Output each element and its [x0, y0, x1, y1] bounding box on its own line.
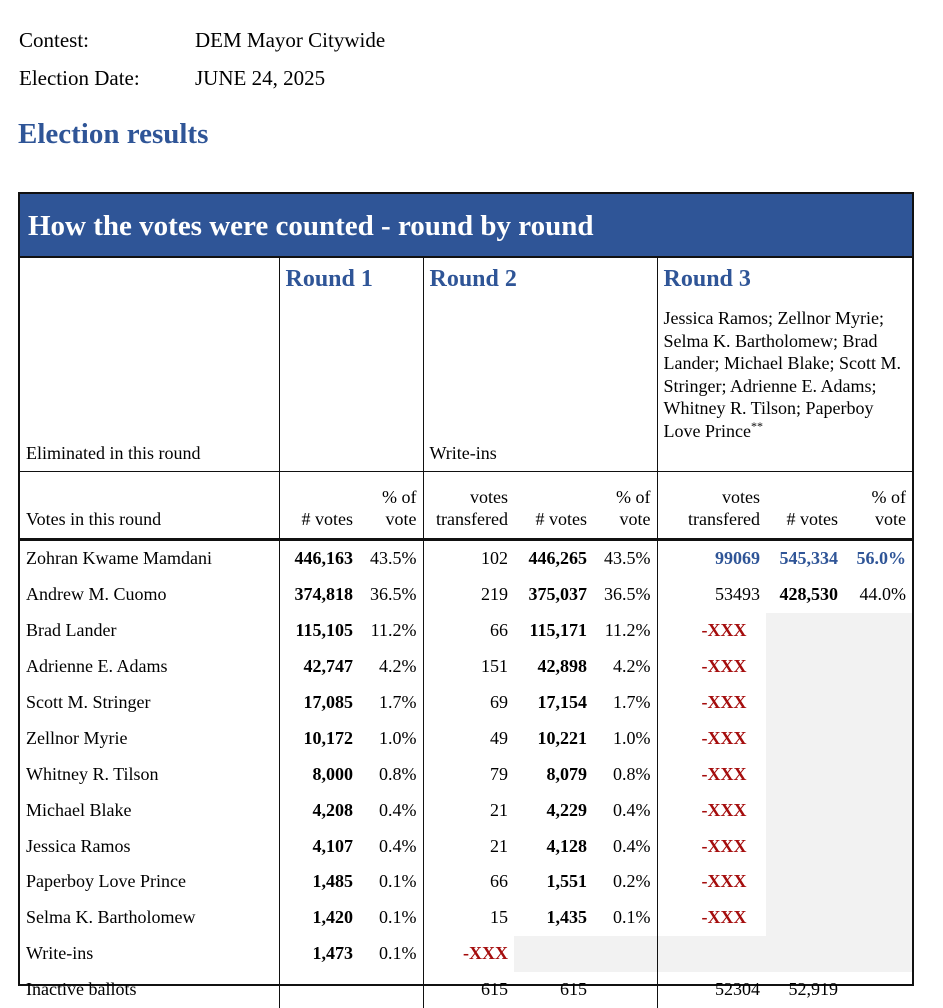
empty-cell [657, 936, 766, 972]
election-date-line [19, 66, 325, 91]
candidate-row [20, 720, 912, 756]
r2-votes-header: # votes [514, 472, 593, 540]
empty-cell [766, 864, 844, 900]
contest-line [19, 28, 385, 53]
r2-transfer-header [423, 472, 514, 540]
empty-cell [844, 936, 912, 972]
r2-transfer-cell: 49 [423, 720, 514, 756]
candidate-name: Zellnor Myrie [26, 727, 128, 748]
r1-pct-header-l2: vote [385, 509, 417, 529]
r2-transfer-cell: 66 [423, 864, 514, 900]
empty-cell [593, 936, 657, 972]
eliminated-mark: -XXX [657, 613, 766, 649]
r1-pct-cell: 0.1% [379, 907, 417, 928]
candidate-row [20, 577, 912, 613]
r1-pct-cell: 43.5% [370, 548, 417, 569]
round-1-title: Round 1 [285, 266, 373, 292]
candidate-name: Zohran Kwame Mamdani [26, 548, 212, 569]
empty-cell [844, 756, 912, 792]
r2-transfer-cell: 79 [423, 756, 514, 792]
eliminated-mark: -XXX [423, 936, 514, 972]
round-3-eliminated-names: Jessica Ramos; Zellnor Myrie; Selma K. Bartholomew; Brad Lander; Michael Blake; Scott M. Stringer; Adrienne E. Adams; Whitney R. Tilson; Paperboy Love Prince [663, 308, 901, 441]
round-2-header [423, 258, 657, 472]
candidate-name: Jessica Ramos [26, 835, 131, 856]
empty-cell [844, 972, 912, 1008]
inactive-row [20, 972, 912, 1008]
r2-votes-cell: 375,037 [528, 584, 587, 605]
empty-cell [766, 756, 844, 792]
candidate-row [20, 792, 912, 828]
r3-transfer-header-l1: votes [722, 487, 761, 507]
r2-pct-cell: 1.7% [613, 692, 651, 712]
empty-cell [766, 792, 844, 828]
r1-votes-cell: 1,420 [279, 900, 359, 936]
r2-pct-cell: 36.5% [604, 584, 651, 605]
candidate-row [20, 828, 912, 864]
r2-pct-cell: 0.8% [613, 763, 651, 784]
r2-votes-cell: 446,265 [528, 548, 587, 569]
candidate-name: Whitney R. Tilson [26, 763, 159, 784]
r2-pct-header-l2: vote [619, 509, 651, 529]
r2-pct-cell: 43.5% [604, 548, 651, 569]
round-3-title: Round 3 [663, 266, 751, 292]
r2-transfer-cell: 219 [423, 577, 514, 613]
candidate-name: Inactive ballots [26, 979, 137, 1000]
empty-cell [279, 972, 359, 1008]
page-title: Election results [18, 118, 209, 150]
round-3-eliminated [664, 307, 907, 442]
r1-pct-cell: 0.1% [379, 871, 417, 892]
candidate-name: Andrew M. Cuomo [26, 584, 167, 605]
r1-votes-cell: 17,085 [279, 685, 359, 721]
candidate-name: Paperboy Love Prince [26, 871, 186, 892]
r1-pct-cell: 0.4% [379, 835, 417, 856]
round-2-title: Round 2 [429, 266, 517, 292]
r2-votes-cell: 8,079 [546, 763, 587, 784]
candidate-row [20, 649, 912, 685]
r1-pct-cell: 0.4% [379, 799, 417, 820]
empty-cell [844, 720, 912, 756]
r2-votes-cell: 4,229 [546, 799, 587, 820]
r2-transfer-header-l1: votes [470, 487, 508, 507]
empty-cell [844, 649, 912, 685]
contest-value: DEM Mayor Citywide [195, 28, 386, 52]
r2-votes-cell: 615 [560, 979, 587, 1000]
empty-cell [766, 936, 844, 972]
r2-votes-cell: 17,154 [537, 692, 587, 712]
r2-pct-cell: 1.0% [613, 727, 651, 748]
r2-votes-cell: 115,171 [529, 620, 587, 641]
empty-cell [593, 972, 657, 1008]
eliminated-mark: -XXX [657, 756, 766, 792]
r2-transfer-cell: 21 [423, 792, 514, 828]
r3-pct-cell: 56.0% [856, 548, 907, 569]
r2-votes-cell: 42,898 [537, 656, 587, 677]
r1-votes-cell: 1,485 [279, 864, 359, 900]
r1-votes-header: # votes [279, 472, 359, 540]
r2-transfer-cell: 102 [423, 540, 514, 577]
r1-pct-cell: 11.2% [370, 620, 417, 641]
writeins-row [20, 936, 912, 972]
r1-votes-cell: 446,163 [279, 540, 359, 577]
r1-votes-cell: 4,208 [279, 792, 359, 828]
r2-pct-cell: 11.2% [604, 620, 651, 641]
empty-cell [844, 685, 912, 721]
candidate-row [20, 864, 912, 900]
eliminated-mark: -XXX [657, 828, 766, 864]
r1-votes-cell: 8,000 [279, 756, 359, 792]
round-1-header [279, 258, 423, 472]
election-date-label: Election Date: [19, 66, 140, 90]
r3-transfer-header [657, 472, 766, 540]
r2-transfer-cell: 15 [423, 900, 514, 936]
eliminated-label: Eliminated in this round [26, 443, 201, 463]
r2-votes-cell: 10,221 [537, 727, 587, 748]
candidate-name: Brad Lander [26, 620, 117, 641]
r2-votes-cell: 4,128 [546, 835, 587, 856]
empty-cell [514, 936, 593, 972]
r2-pct-cell: 0.4% [613, 835, 651, 856]
candidate-row [20, 540, 912, 577]
r3-votes-cell: 428,530 [779, 584, 839, 605]
r1-pct-cell: 1.0% [379, 727, 417, 748]
round-3-eliminated-note: ** [750, 418, 763, 433]
empty-cell [766, 649, 844, 685]
r2-transfer-cell: 66 [423, 613, 514, 649]
candidate-name: Selma K. Bartholomew [26, 907, 196, 928]
r3-transfer-cell: 99069 [657, 540, 766, 577]
candidate-row [20, 900, 912, 936]
results-banner: How the votes were counted - round by round [20, 194, 912, 258]
r3-votes-cell: 545,334 [779, 548, 839, 569]
r2-pct-header-l1: % of [616, 487, 651, 507]
r3-pct-header-l2: vote [875, 509, 907, 529]
r1-votes-cell: 1,473 [279, 936, 359, 972]
r2-transfer-cell: 151 [423, 649, 514, 685]
r1-pct-header-l1: % of [382, 487, 417, 507]
r2-pct-cell: 0.1% [613, 907, 651, 928]
r1-votes-cell: 115,105 [279, 613, 359, 649]
eliminated-mark: -XXX [657, 900, 766, 936]
contest-label: Contest: [19, 28, 90, 52]
r1-pct-cell: 0.8% [379, 763, 417, 784]
r1-pct-header [359, 472, 423, 540]
candidate-name: Scott M. Stringer [26, 692, 151, 712]
empty-cell [844, 900, 912, 936]
r1-votes-cell: 42,747 [279, 649, 359, 685]
results-table [20, 258, 912, 1008]
r1-votes-cell: 374,818 [279, 577, 359, 613]
r3-pct-header-l1: % of [871, 487, 907, 507]
empty-cell [766, 720, 844, 756]
votes-in-round-label: Votes in this round [20, 472, 279, 540]
empty-cell [844, 828, 912, 864]
r3-transfer-header-l2: transfered [688, 509, 761, 529]
r1-pct-cell: 1.7% [379, 692, 417, 712]
r1-pct-cell: 4.2% [379, 656, 417, 677]
empty-cell [766, 685, 844, 721]
candidate-row [20, 756, 912, 792]
r2-transfer-header-l2: transfered [436, 509, 508, 529]
r2-transfer-cell: 21 [423, 828, 514, 864]
r2-pct-header [593, 472, 657, 540]
r3-pct-header [844, 472, 912, 540]
columns-header-row [20, 472, 912, 540]
r2-pct-cell: 0.2% [613, 871, 651, 892]
empty-cell [766, 900, 844, 936]
r2-votes-cell: 1,551 [546, 871, 587, 892]
results-panel [18, 192, 914, 1000]
candidate-row [20, 685, 912, 721]
r1-votes-cell: 10,172 [279, 720, 359, 756]
candidate-name: Michael Blake [26, 799, 132, 820]
election-date-value: JUNE 24, 2025 [195, 66, 326, 90]
results-body [20, 540, 912, 1008]
empty-cell [766, 613, 844, 649]
round-2-eliminated: Write-ins [429, 443, 497, 463]
r3-transfer-cell: 52304 [657, 972, 766, 1008]
eliminated-mark: -XXX [657, 864, 766, 900]
r2-pct-cell: 4.2% [613, 656, 651, 677]
r2-transfer-cell: 69 [423, 685, 514, 721]
eliminated-mark: -XXX [657, 720, 766, 756]
eliminated-mark: -XXX [657, 649, 766, 685]
r2-votes-cell: 1,435 [546, 907, 587, 928]
candidate-name: Write-ins [26, 943, 94, 964]
rounds-header-row [20, 258, 912, 472]
r1-votes-cell: 4,107 [279, 828, 359, 864]
empty-cell [844, 613, 912, 649]
empty-cell [844, 792, 912, 828]
r2-pct-cell: 0.4% [613, 799, 651, 820]
r1-pct-cell: 0.1% [379, 943, 417, 964]
empty-cell [844, 864, 912, 900]
round-3-header [657, 258, 912, 472]
r3-votes-cell: 52,919 [788, 979, 839, 1000]
r2-transfer-cell: 615 [423, 972, 514, 1008]
empty-cell [766, 828, 844, 864]
r3-transfer-cell: 53493 [657, 577, 766, 613]
r3-votes-header: # votes [766, 472, 844, 540]
eliminated-mark: -XXX [657, 685, 766, 721]
candidate-name: Adrienne E. Adams [26, 656, 168, 677]
candidate-row [20, 613, 912, 649]
r3-pct-cell: 44.0% [859, 584, 907, 605]
r1-pct-cell: 36.5% [370, 584, 417, 605]
eliminated-mark: -XXX [657, 792, 766, 828]
empty-cell [359, 972, 423, 1008]
